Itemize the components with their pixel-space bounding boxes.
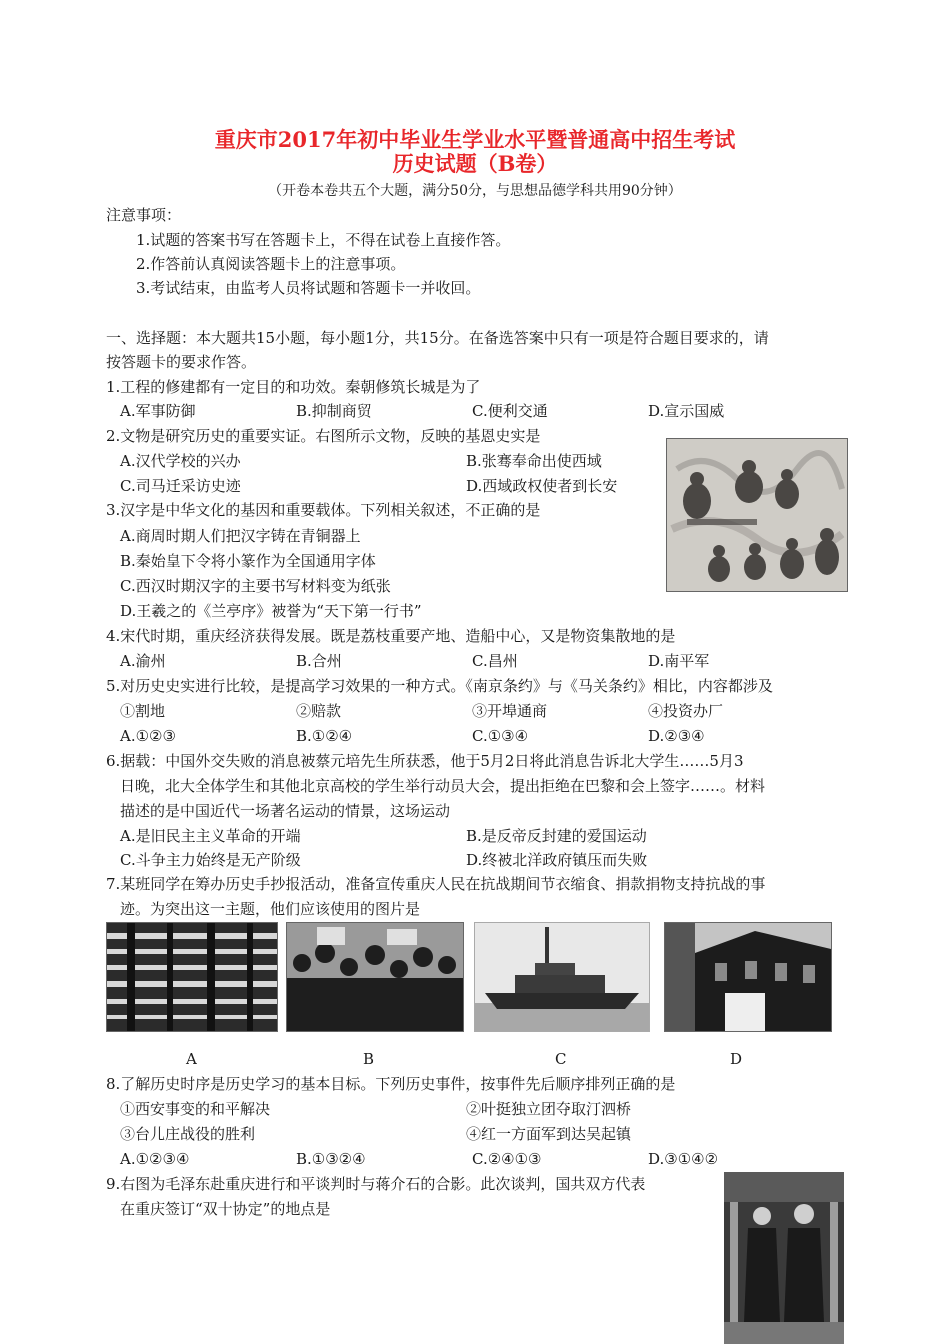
option-b: B.张骞奉命出使西域 [466,452,602,470]
item-4: ④红一方面军到达吴起镇 [466,1125,632,1143]
option-d: D.②③④ [648,727,705,745]
option-c: C.斗争主力始终是无产阶级 [120,851,301,869]
photo-d-image [664,922,832,1032]
photo-b-image [286,922,464,1032]
question-stem: 9.右图为毛泽东赴重庆进行和平谈判时与蒋介石的合影。此次谈判，国共双方代表 [106,1175,646,1193]
option-b: B.①②④ [296,727,353,745]
photo-a-image [106,922,278,1032]
option-c: C.①③④ [472,727,529,745]
photo-label-a: A [186,1050,197,1068]
option-c: C.昌州 [472,652,518,670]
option-a: A.汉代学校的兴办 [120,452,241,470]
option-d: D.宣示国威 [648,402,725,420]
option-d: D.南平军 [648,652,710,670]
question-stem: 描述的是中国近代一场著名运动的情景，这场运动 [120,802,451,820]
option-a: A.是旧民主主义革命的开端 [120,827,301,845]
option-d: D.终被北洋政府镇压而失败 [466,851,648,869]
question-stem: 1.工程的修建都有一定目的和功效。秦朝修筑长城是为了 [106,378,481,396]
option-b: B.①③②④ [296,1150,366,1168]
question-stem: 2.文物是研究历史的重要实证。右图所示文物，反映的基恩史实是 [106,427,541,445]
option-d: D.③①④② [648,1150,719,1168]
item-1: ①割地 [120,702,166,720]
question-stem: 8.了解历史时序是历史学习的基本目标。下列历史事件，按事件先后顺序排列正确的是 [106,1075,676,1093]
photo-label-c: C [555,1050,567,1068]
option-b: B.秦始皇下令将小篆作为全国通用字体 [120,552,376,570]
mao-chiang-photo-image [724,1172,844,1344]
option-a: A.①②③ [120,727,176,745]
question-stem: 3.汉字是中华文化的基因和重要载体。下列相关叙述，不正确的是 [106,501,541,519]
item-4: ④投资办厂 [648,702,724,720]
exam-title: 重庆市2017年初中毕业生学业水平暨普通高中招生考试 [214,127,736,152]
photo-label-d: D [730,1050,743,1068]
option-b: B.抑制商贸 [296,402,372,420]
question-stem: 日晚，北大全体学生和其他北京高校的学生举行动员大会，提出拒绝在巴黎和会上签字……。材料 [120,777,766,795]
question-stem: 在重庆签订“双十协定”的地点是 [120,1200,331,1218]
item-2: ②叶挺独立团夺取汀泗桥 [466,1100,632,1118]
section-instructions: 一、选择题：本大题共15小题，每小题1分，共15分。在备选答案中只有一项是符合题目要求的，请 [106,329,769,347]
item-3: ③开埠通商 [472,702,548,720]
question-stem: 7.某班同学在筹办历史手抄报活动，准备宣传重庆人民在抗战期间节衣缩食、捐款捐物支持抗战的事 [106,875,766,893]
item-1: ①西安事变的和平解决 [120,1100,271,1118]
exam-subtitle: （开卷本卷共五个大题，满分50分，与思想品德学科共用90分钟） [268,183,682,199]
option-a: A.商周时期人们把汉字铸在青铜器上 [120,527,361,545]
question-stem: 5.对历史史实进行比较，是提高学习效果的一种方式。《南京条约》与《马关条约》相比，内容都涉及 [106,677,773,695]
question-stem: 6.据载：中国外交失败的消息被蔡元培先生所获悉，他于5月2日将此消息告诉北大学生……5月3 [106,752,744,770]
notice-item: 3.考试结束，由监考人员将试题和答题卡一并收回。 [136,279,481,297]
option-d: D.王羲之的《兰亭序》被誉为“天下第一行书” [120,602,422,620]
option-c: C.西汉时期汉字的主要书写材料变为纸张 [120,577,391,595]
option-c: C.便利交通 [472,402,548,420]
option-a: A.①②③④ [120,1150,190,1168]
photo-c-image [474,922,650,1032]
option-c: C.司马迁采访史迹 [120,477,241,495]
notice-item: 1.试题的答案书写在答题卡上，不得在试卷上直接作答。 [136,231,511,249]
exam-subject-title: 历史试题（B卷） [392,151,558,176]
han-mural-image [666,438,848,592]
notice-item: 2.作答前认真阅读答题卡上的注意事项。 [136,255,406,273]
item-3: ③台儿庄战役的胜利 [120,1125,256,1143]
option-b: B.是反帝反封建的爱国运动 [466,827,647,845]
photo-label-b: B [363,1050,375,1068]
option-d: D.西域政权使者到长安 [466,477,618,495]
question-stem: 4.宋代时期，重庆经济获得发展。既是荔枝重要产地、造船中心，又是物资集散地的是 [106,627,676,645]
question-stem: 迹。为突出这一主题，他们应该使用的图片是 [120,900,421,918]
option-a: A.军事防御 [120,402,196,420]
option-b: B.合州 [296,652,342,670]
item-2: ②赔款 [296,702,342,720]
section-instructions: 按答题卡的要求作答。 [106,353,257,371]
option-c: C.②④①③ [472,1150,542,1168]
notice-heading: 注意事项： [106,206,182,224]
option-a: A.渝州 [120,652,166,670]
